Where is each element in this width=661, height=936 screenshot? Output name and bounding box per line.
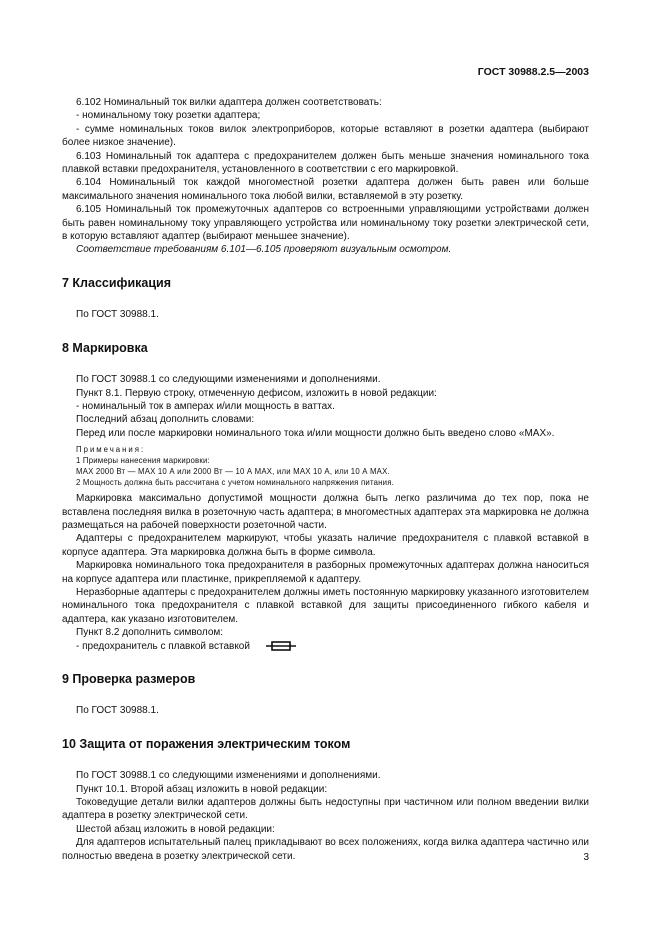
paragraph: Маркировка максимально допустимой мощности должна быть легко различима до тех пор, пока не вставлена последняя вилка в розеточную часть адаптера; в многоместных адаптерах эта маркировка не должна размещаться на рабочей поверхности розеточной части. [62, 493, 589, 531]
document-body [62, 96, 589, 863]
section-9-text: По ГОСТ 30988.1. [76, 705, 159, 717]
clause-6-102: 6.102 Номинальный ток вилки адаптера должен соответствовать: [76, 97, 382, 108]
paragraph: По ГОСТ 30988.1 со следующими изменениями и дополнениями. [76, 374, 381, 386]
list-item: - сумме номинальных токов вилок электроприборов, которые вставляют в розетки адаптера (выбирают более низкое значение). [62, 123, 589, 149]
paragraph: Пункт 8.1. Первую строку, отмеченную дефисом, изложить в новой редакции: [76, 387, 437, 399]
list-item: - номинальному току розетки адаптера; [76, 110, 261, 122]
paragraph: Пункт 10.1. Второй абзац изложить в новой редакции: [76, 783, 328, 795]
paragraph: Шестой абзац изложить в новой редакции: [76, 823, 275, 835]
section-heading-7: 7 Классификация [62, 275, 172, 290]
clause-6-104: 6.104 Номинальный ток каждой многоместной розетки адаптера должен быть равен или больше максимального значения номинального тока любой вилки, вставляемой в эту розетку. [62, 177, 589, 202]
paragraph: Маркировка номинального тока предохранителя в разборных промежуточных адаптерах должна наноситься на корпусе адаптера или пластинке, прикрепляемой к адаптеру. [62, 560, 589, 585]
note-1-examples: MAX 2000 Вт — MAX 10 А или 2000 Вт — 10 А MAX, или MAX 10 А, или 10 А MAX. [76, 467, 390, 477]
document-page [62, 0, 589, 936]
list-item: - предохранитель с плавкой вставкой [76, 640, 250, 652]
section-heading-10: 10 Защита от поражения электрическим током [62, 736, 351, 751]
paragraph: Последний абзац дополнить словами: [76, 414, 255, 426]
paragraph: Пункт 8.2 дополнить символом: [76, 627, 224, 639]
paragraph: Адаптеры с предохранителем маркируют, чтобы указать наличие предохранителя с плавкой вставкой в корпусе адаптера. Эта маркировка должна быть в форме символа. [62, 533, 589, 558]
fuse-symbol-line [62, 640, 589, 653]
paragraph: Неразборные адаптеры с предохранителем должны иметь постоянную маркировку указанного изготовителем номинального тока предохранителя с плавкой вставкой для защиты присоединенного гибкого кабеля и адаптера, как указано изготовителем. [62, 586, 589, 625]
compliance-note: Соответствие требованиям 6.101—6.105 проверяют визуальным осмотром. [76, 244, 452, 256]
section-heading-8: 8 Маркировка [62, 340, 148, 355]
notes-title: Примечания: [76, 445, 146, 455]
section-heading-9: 9 Проверка размеров [62, 672, 196, 686]
paragraph: Перед или после маркировки номинального тока и/или мощности должно быть введено слово «MAX». [76, 427, 555, 439]
paragraph: По ГОСТ 30988.1 со следующими изменениями и дополнениями. [76, 770, 381, 782]
fuse-symbol-icon [266, 640, 296, 652]
paragraph: Токоведущие детали вилки адаптеров должны быть недоступны при частичном или полном введении вилки адаптера в розетку электрической сети. [62, 797, 589, 822]
section-7-text: По ГОСТ 30988.1. [76, 309, 159, 321]
page-number: 3 [583, 852, 589, 863]
clause-6-103: 6.103 Номинальный ток адаптера с предохранителем должен быть меньше значения номинального тока плавкой вставки предохранителя, установленного в соответствии с его маркировкой. [62, 150, 589, 176]
clause-6-105: 6.105 Номинальный ток промежуточных адаптеров со встроенными управляющими устройствами должен быть равен номинальному току управляющего устройства или номинальному току розетки электрической сети, в которую вставляют адаптер (выбирают меньшее значение). [62, 204, 589, 243]
note-1: 1 Примеры нанесения маркировки: [76, 456, 210, 466]
list-item: - номинальный ток в амперах и/или мощность в ваттах. [76, 400, 335, 412]
document-id-header: ГОСТ 30988.2.5—2003 [477, 66, 589, 78]
paragraph: Для адаптеров испытательный палец прикладывают во всех положениях, когда вилка адаптера частично или полностью введена в розетку электрической сети. [62, 837, 589, 862]
note-2: 2 Мощность должна быть рассчитана с учетом номинального напряжения питания. [76, 478, 395, 488]
